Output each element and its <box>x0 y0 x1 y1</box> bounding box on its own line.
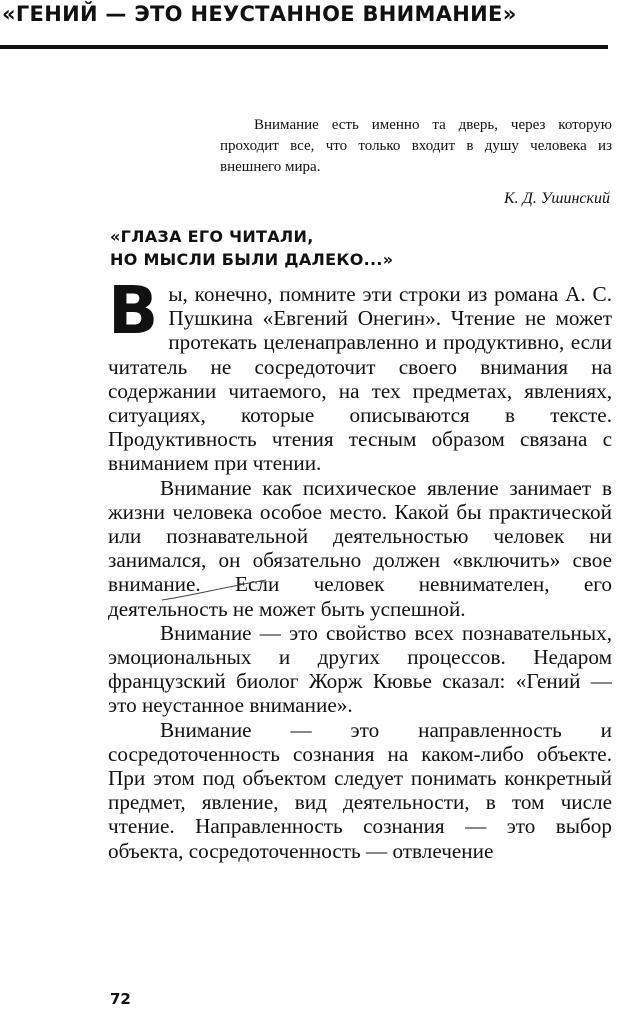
epigraph <box>220 115 612 209</box>
pencil-mark <box>160 576 270 604</box>
header-rule <box>0 45 608 49</box>
paragraph-4: Внимание — это направленность и сосредоточенность сознания на каком-либо объекте. При этом под объектом следует понимать конкретный предмет, явление, вид деятельности, в том числе чтение. Направленность сознания — это выбор объекта, сосредоточенность — отвлечение <box>108 717 612 863</box>
paragraph-1 <box>108 272 612 476</box>
section-heading <box>110 225 393 271</box>
body-text <box>108 272 612 863</box>
running-head: «ГЕНИЙ — ЭТО НЕУСТАННОЕ ВНИМАНИЕ» <box>2 2 517 26</box>
section-heading-line-1: «ГЛАЗА ЕГО ЧИТАЛИ, <box>110 227 314 246</box>
paragraph-3: Внимание — это свойство всех познавательных, эмоциональных и других процессов. Недаром французский биолог Жорж Кювье сказал: «Гений — это неустанное внимание». <box>108 620 612 718</box>
page-number: 72 <box>110 990 131 1008</box>
epigraph-author: К. Д. Ушинский <box>504 190 610 207</box>
section-heading-line-2: НО МЫСЛИ БЫЛИ ДАЛЕКО...» <box>110 250 394 269</box>
drop-cap: В <box>108 272 159 349</box>
paragraph-1-text: ы, конечно, помните эти строки из романа А. С. Пушкина «Евгений Онегин». Чтение не может протекать целенаправленно и продуктивно, если читатель не сосредоточит своего внимания на содержании читаемого, на тех предметах, явлениях, ситуациях, которые описываются в тексте. Продуктивность чтения тесным образом связана с вниманием при чтении. <box>108 282 612 476</box>
epigraph-text: Внимание есть именно та дверь, через которую проходит все, что только входит в душу человека из внешнего мира. <box>220 117 612 175</box>
paragraph-2: Внимание как психическое явление занимает в жизни человека особое место. Какой бы практической или познавательной деятельностью человек ни занимался, он обязательно должен «включить» свое внимание. Если человек невнимателен, его деятельность не может быть успешной. <box>108 475 612 621</box>
